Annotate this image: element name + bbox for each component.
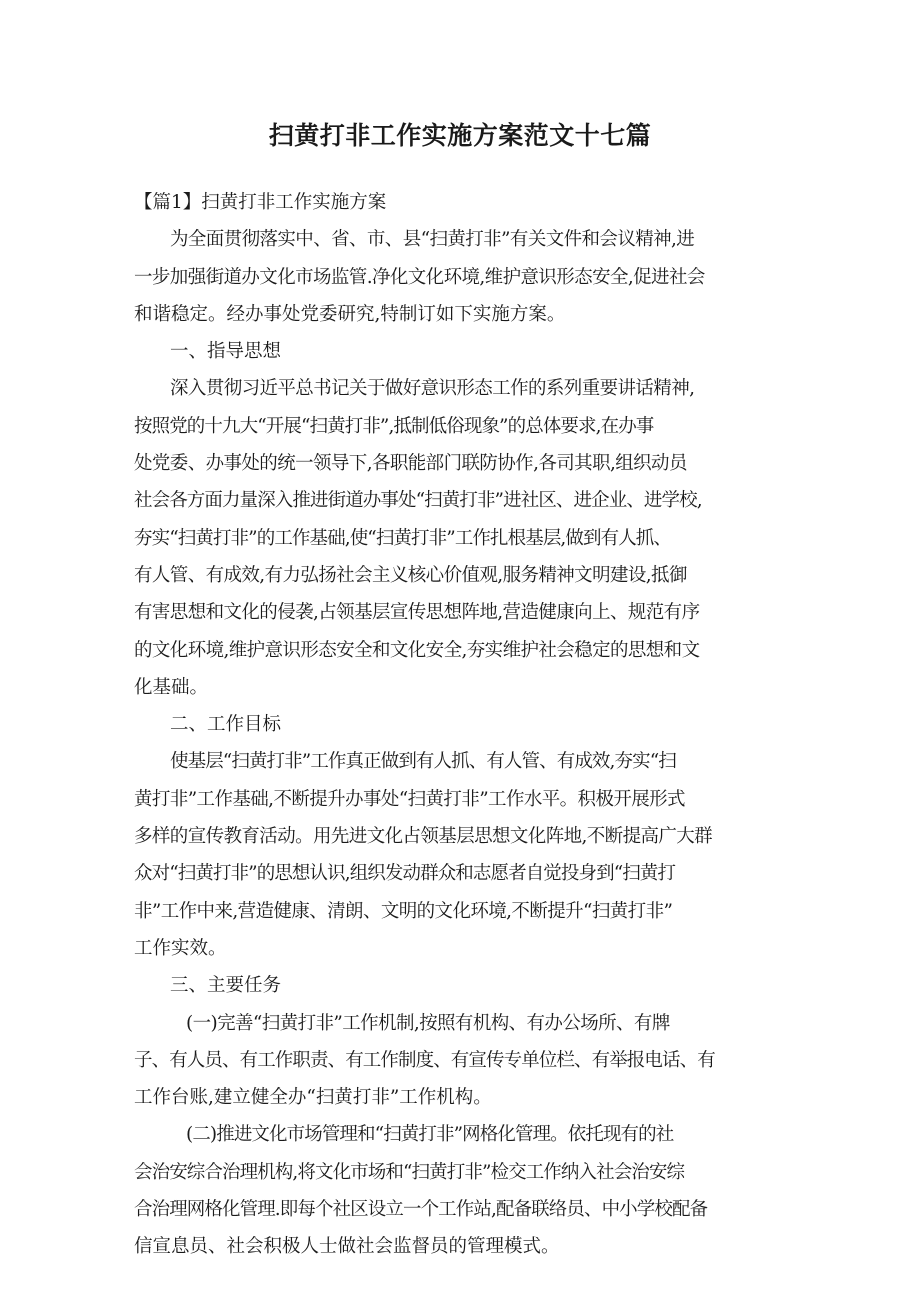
paragraph-line: 有人管、有成效,有力弘扬社会主义核心价值观,服务精神文明建设,抵御 [134,564,687,586]
page-title: 扫黄打非工作实施方案范文十七篇 [268,121,652,150]
paragraph-line: 多样的宣传教育活动。用先进文化占领基层思想文化阵地,不断提高广大群 [134,826,713,848]
paragraph-line: (二)推进文化市场管理和“扫黄打非”网格化管理。依托现有的社 [186,1124,674,1146]
paragraph-line: 使基层“扫黄打非”工作真正做到有人抓、有人管、有成效,夯实“扫 [170,751,676,773]
paragraph-line: (一)完善“扫黄打非”工作机制,按照有机构、有办公场所、有牌 [186,1012,670,1034]
paragraph-line: 处党委、办事处的统一领导下,各职能部门联防协作,各司其职,组织动员 [134,453,687,475]
section-heading: 三、主要任务 [170,975,282,997]
paragraph-line: 夯实“扫黄打非”的工作基础,使“扫黄打非”工作扎根基层,做到有人抓、 [134,527,671,549]
paragraph-line: 社会各方面力量深入推进街道办事处“扫黄打非”进社区、进企业、进学校, [134,490,702,512]
section-heading: 【篇1】扫黄打非工作实施方案 [134,192,387,213]
section-heading: 一、指导思想 [170,341,282,363]
paragraph-line: 为全面贯彻落实中、省、市、县“扫黄打非”有关文件和会议精神,进 [170,229,695,251]
paragraph-line: 信宣息员、社会积极人士做社会监督员的管理模式。 [134,1236,560,1258]
paragraph-line: 子、有人员、有工作职责、有工作制度、有宣传专单位栏、有举报电话、有 [134,1049,715,1071]
paragraph-line: 化基础。 [134,676,209,698]
paragraph-line: 非”工作中来,营造健康、清朗、文明的文化环境,不断提升“扫黄打非” [134,900,673,922]
paragraph-line: 众对“扫黄打非”的思想认识,组织发动群众和志愿者自觉投身到“扫黄打 [134,863,676,885]
paragraph-line: 工作台账,建立健全办“扫黄打非”工作机构。 [134,1087,492,1109]
paragraph-line: 有害思想和文化的侵袭,占领基层宣传思想阵地,营造健康向上、规范有序 [134,602,700,624]
document-body [134,184,794,1266]
paragraph-line: 合治理网格化管理.即每个社区设立一个工作站,配备联络员、中小学校配备 [134,1199,708,1221]
paragraph-line: 和谐稳定。经办事处党委研究,特制订如下实施方案。 [134,303,566,325]
paragraph-line: 会治安综合治理机构,将文化市场和“扫黄打非”检交工作纳入社会治安综 [134,1161,685,1183]
paragraph-line: 深入贯彻习近平总书记关于做好意识形态工作的系列重要讲话精神, [170,378,695,400]
section-heading: 二、工作目标 [170,714,282,736]
paragraph-line: 黄打非”工作基础,不断提升办事处“扫黄打非”工作水平。积极开展形式 [134,788,685,810]
paragraph-line: 工作实效。 [134,937,227,959]
paragraph-line: 一步加强街道办文化市场监管.净化文化环境,维护意识形态安全,促进社会 [134,266,705,288]
paragraph-line: 按照党的十九大“开展“扫黄打非”,抵制低俗现象”的总体要求,在办事 [134,415,654,437]
paragraph-line: 的文化环境,维护意识形态安全和文化安全,夯实维护社会稳定的思想和文 [134,639,700,661]
